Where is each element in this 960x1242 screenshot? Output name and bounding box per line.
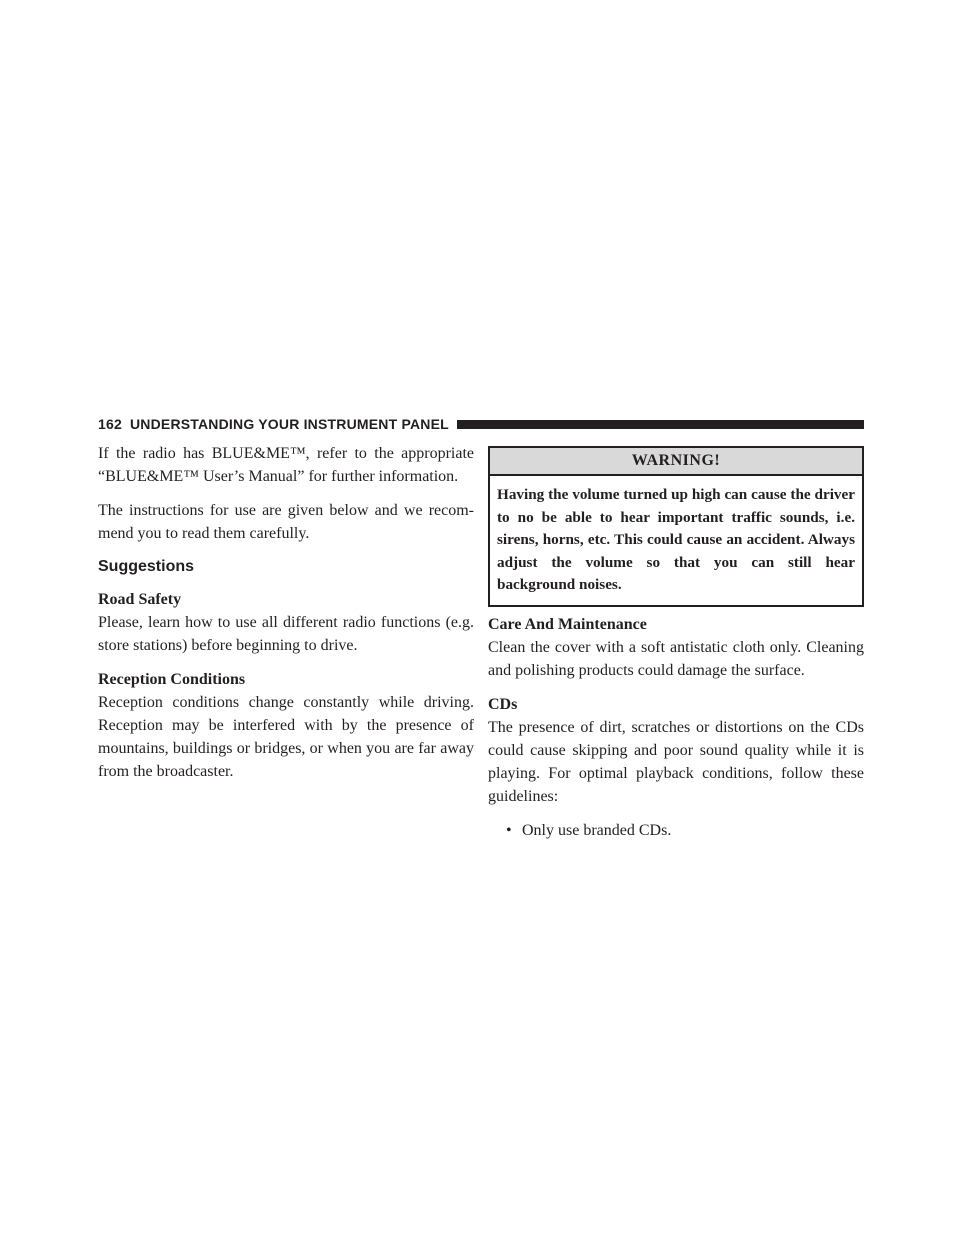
road-safety-heading: Road Safety: [98, 591, 182, 608]
reception-paragraph: Reception conditions change constantly while driving. Reception may be interfered with by the presence of mountains, buildings or bridges, or when you are far away from the broadcaster.: [98, 694, 474, 780]
warning-title: WARNING!: [490, 448, 862, 476]
bullet-icon: •: [506, 821, 512, 839]
care-paragraph: Clean the cover with a soft antistatic cloth only. Cleaning and polishing products could damage the surface.: [488, 638, 864, 679]
road-safety-paragraph: Please, learn how to use all different radio functions (e.g. store stations) before beginning to drive.: [98, 614, 474, 654]
bluetooth-paragraph: If the radio has BLUE&ME™, refer to the appropriate “BLUE&ME™ User’s Manual” for further information.: [98, 445, 474, 485]
cds-heading: CDs: [488, 695, 518, 713]
suggestions-heading: Suggestions: [98, 558, 195, 575]
list-item: [506, 819, 864, 842]
warning-text: Having the volume turned up high can cause the driver to no be able to hear important traffic sounds, i.e. sirens, horns, etc. This could cause an accident. Always adjust the volume so that you can still hear background noises.: [497, 486, 855, 593]
right-column: [488, 446, 864, 842]
warning-box: [488, 446, 864, 607]
section-title: UNDERSTANDING YOUR INSTRUMENT PANEL: [129, 416, 449, 432]
bullet-text: Only use branded CDs.: [522, 821, 672, 839]
reception-heading: Reception Conditions: [98, 671, 246, 688]
cds-paragraph: The presence of dirt, scratches or distortions on the CDs could cause skipping and poor sound quality while it is playing. For optimal playback conditions, follow these guidelines:: [488, 718, 864, 805]
instructions-paragraph: The instructions for use are given below and we recom-mend you to read them carefully.: [98, 502, 474, 542]
page-number: 162: [98, 416, 122, 432]
left-column: [98, 442, 474, 783]
page-header: [98, 414, 864, 434]
care-heading: Care And Maintenance: [488, 615, 647, 633]
header-rule: [457, 420, 864, 429]
